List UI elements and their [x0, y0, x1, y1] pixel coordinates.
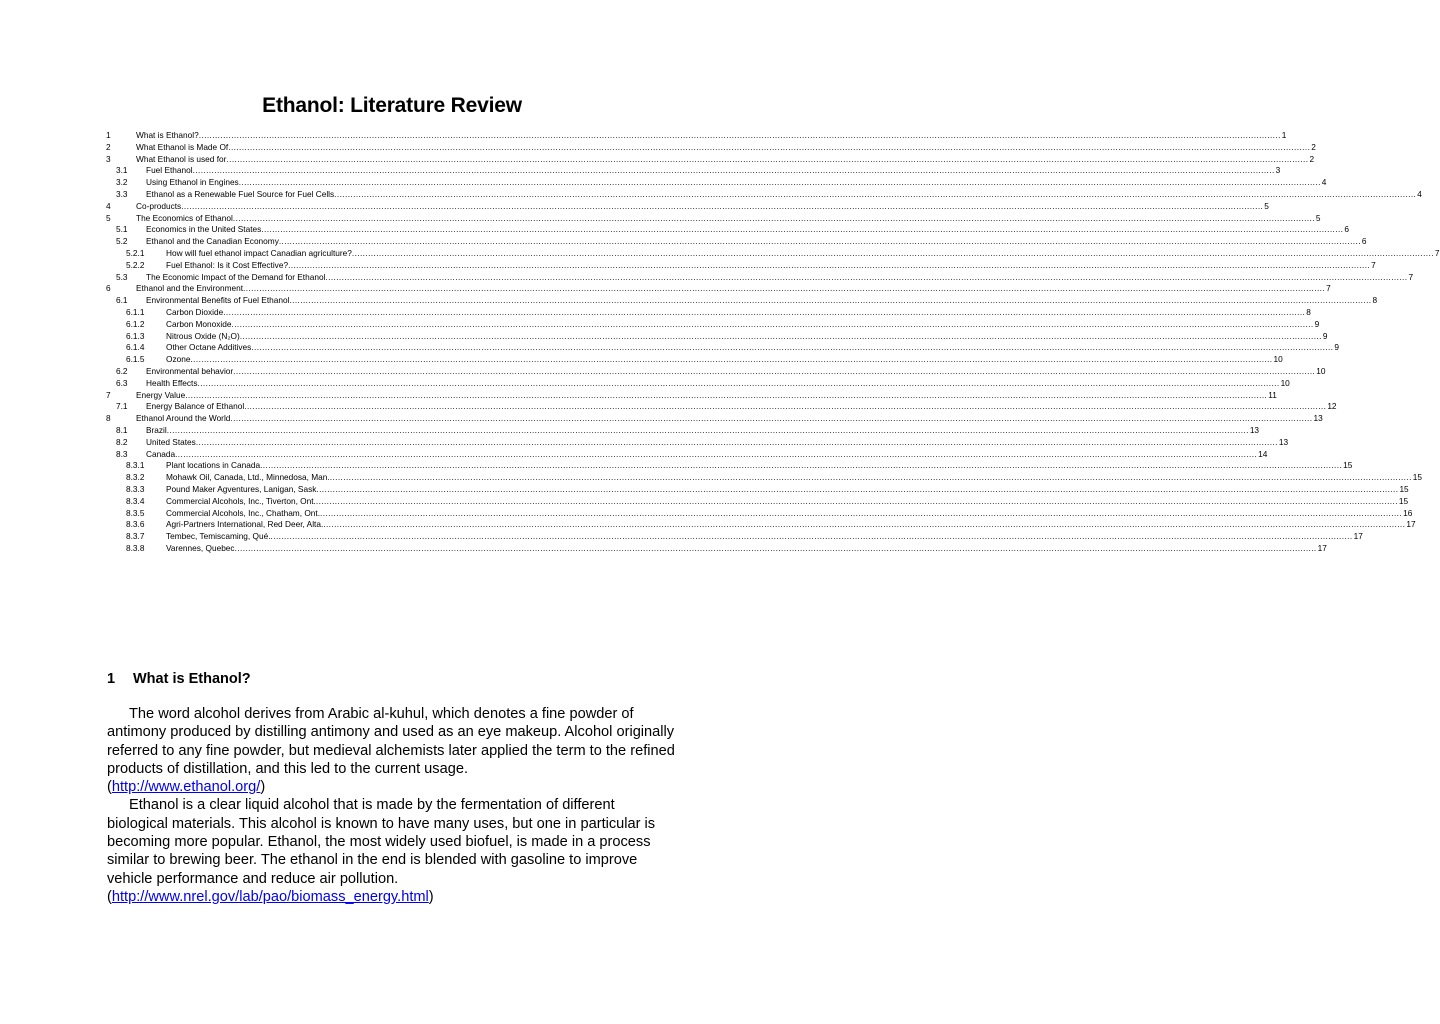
- toc-entry[interactable]: [106, 436, 1289, 449]
- toc-entry-number: 6.1: [116, 295, 128, 306]
- toc-entry-title: Ethanol and the Canadian Economy: [146, 236, 279, 247]
- toc-leader-dots: ................................................................................................................................................................................................................................................................................................................................................................................................................: [231, 318, 1314, 329]
- section-number: 1: [107, 671, 116, 687]
- toc-entry-number: 8.3: [116, 448, 128, 459]
- toc-leader-dots: ................................................................................................................................................................................................................................................................................................................................................................................................................: [325, 271, 1408, 282]
- toc-entry-number: 7: [106, 389, 111, 400]
- toc-entry-page: 15: [1399, 483, 1409, 494]
- toc-entry-title: Ozone: [166, 354, 191, 365]
- toc-entry-page: 10: [1273, 354, 1283, 365]
- toc-entry-number: 8: [106, 413, 111, 424]
- toc-entry-title: Commercial Alcohols, Inc., Chatham, Ont.: [166, 507, 321, 518]
- toc-leader-dots: ................................................................................................................................................................................................................................................................................................................................................................................................................: [192, 165, 1275, 176]
- toc-entry[interactable]: [106, 483, 1409, 496]
- toc-entry-title: United States: [146, 436, 196, 447]
- toc-entry[interactable]: [106, 413, 1323, 425]
- toc-entry[interactable]: [106, 448, 1268, 461]
- toc-entry-number: 8.3.4: [126, 495, 145, 506]
- toc-leader-dots: ................................................................................................................................................................................................................................................................................................................................................................................................................: [185, 389, 1268, 400]
- toc-entry-page: 10: [1316, 365, 1326, 376]
- toc-entry-number: 6.1.5: [126, 354, 145, 365]
- toc-leader-dots: ................................................................................................................................................................................................................................................................................................................................................................................................................: [226, 153, 1309, 164]
- toc-entry-number: 8.3.8: [126, 542, 145, 553]
- toc-entry-page: 3: [1275, 165, 1281, 176]
- toc-entry[interactable]: [106, 531, 1363, 543]
- toc-entry[interactable]: [106, 200, 1269, 213]
- toc-entry[interactable]: [106, 188, 1422, 201]
- toc-leader-dots: ................................................................................................................................................................................................................................................................................................................................................................................................................: [243, 283, 1326, 294]
- toc-entry-page: 11: [1268, 389, 1277, 400]
- toc-leader-dots: ................................................................................................................................................................................................................................................................................................................................................................................................................: [190, 354, 1273, 365]
- toc-entry-title: Energy Balance of Ethanol: [146, 401, 245, 412]
- toc-entry-title: Co-products: [136, 200, 182, 211]
- toc-entry-page: 15: [1343, 460, 1353, 471]
- toc-entry-number: 8.3.7: [126, 531, 145, 542]
- toc-entry-title: Nitrous Oxide (N₂O): [166, 330, 240, 341]
- toc-leader-dots: ................................................................................................................................................................................................................................................................................................................................................................................................................: [195, 436, 1278, 447]
- toc-entry-title: What Ethanol is used for: [136, 153, 227, 164]
- toc-entry-number: 3: [106, 153, 111, 164]
- toc-leader-dots: ................................................................................................................................................................................................................................................................................................................................................................................................................: [230, 413, 1313, 424]
- toc-entry-title: Agri-Partners International, Red Deer, Alta.: [166, 519, 324, 530]
- toc-entry-number: 1: [106, 130, 111, 140]
- paren-close: ): [428, 888, 434, 905]
- toc-entry[interactable]: [106, 460, 1353, 472]
- toc-entry-title: The Economics of Ethanol: [136, 212, 233, 223]
- paren-open: (: [107, 779, 112, 796]
- toc-entry[interactable]: [106, 354, 1283, 366]
- toc-entry-number: 8.3.2: [126, 472, 145, 483]
- toc-leader-dots: ................................................................................................................................................................................................................................................................................................................................................................................................................: [239, 330, 1322, 341]
- toc-entry-page: 15: [1398, 495, 1409, 506]
- toc-entry-page: 7: [1371, 259, 1376, 270]
- toc-entry[interactable]: [106, 377, 1290, 390]
- toc-entry-number: 5.2.2: [126, 259, 145, 270]
- toc-entry[interactable]: [106, 342, 1340, 354]
- toc-entry-page: 12: [1327, 401, 1337, 412]
- toc-leader-dots: ................................................................................................................................................................................................................................................................................................................................................................................................................: [223, 306, 1306, 317]
- toc-entry[interactable]: [106, 236, 1367, 248]
- toc-entry-title: Economics in the United States: [146, 224, 262, 235]
- toc-entry-title: Varennes, Quebec: [166, 542, 235, 553]
- section-title: What is Ethanol?: [133, 671, 251, 687]
- section-heading: [107, 671, 251, 687]
- toc-entry[interactable]: [106, 495, 1409, 508]
- toc-entry-page: 15: [1412, 472, 1423, 483]
- toc-entry-page: 2: [1309, 153, 1315, 164]
- toc-entry-number: 7.1: [116, 401, 128, 412]
- toc-entry-page: 13: [1249, 424, 1260, 435]
- toc-entry-title: What is Ethanol?: [136, 130, 199, 140]
- toc-leader-dots: ................................................................................................................................................................................................................................................................................................................................................................................................................: [316, 483, 1399, 494]
- toc-entry-number: 6: [106, 283, 111, 294]
- toc-entry-title: Canada: [146, 448, 176, 459]
- toc-leader-dots: ................................................................................................................................................................................................................................................................................................................................................................................................................: [251, 342, 1334, 353]
- toc-entry-number: 8.1: [116, 424, 128, 435]
- toc-entry-number: 6.1.1: [126, 306, 145, 317]
- toc-entry[interactable]: [106, 247, 1440, 260]
- toc-entry-title: Carbon Monoxide: [166, 318, 232, 329]
- toc-entry-title: What Ethanol is Made Of: [136, 141, 229, 152]
- toc-entry-page: 6: [1361, 236, 1367, 247]
- toc-entry-number: 8.3.1: [126, 460, 145, 471]
- toc-entry-title: Carbon Dioxide: [166, 306, 224, 317]
- paragraph: [107, 705, 677, 796]
- toc-leader-dots: ................................................................................................................................................................................................................................................................................................................................................................................................................: [244, 401, 1327, 412]
- toc-entry[interactable]: [106, 295, 1378, 307]
- toc-entry[interactable]: [106, 141, 1316, 154]
- toc-entry-page: 17: [1317, 542, 1327, 553]
- toc-entry[interactable]: [106, 507, 1413, 520]
- toc-entry-page: 1: [1281, 130, 1287, 140]
- toc-entry[interactable]: [106, 318, 1320, 331]
- toc-entry-title: Ethanol Around the World: [136, 413, 231, 424]
- paren-close: ): [260, 779, 266, 796]
- toc-entry-number: 8.3.5: [126, 507, 145, 518]
- toc-entry[interactable]: [106, 212, 1321, 225]
- toc-entry-number: 4: [106, 200, 111, 211]
- toc-entry-title: Ethanol as a Renewable Fuel Source for Fuel Cells: [146, 188, 335, 199]
- toc-entry-page: 7: [1434, 247, 1440, 258]
- toc-leader-dots: ................................................................................................................................................................................................................................................................................................................................................................................................................: [197, 377, 1280, 388]
- toc-leader-dots: ................................................................................................................................................................................................................................................................................................................................................................................................................: [270, 531, 1353, 542]
- toc-leader-dots: ................................................................................................................................................................................................................................................................................................................................................................................................................: [315, 495, 1398, 506]
- toc-leader-dots: ................................................................................................................................................................................................................................................................................................................................................................................................................: [261, 224, 1344, 235]
- toc-entry[interactable]: [106, 224, 1349, 236]
- toc-leader-dots: ................................................................................................................................................................................................................................................................................................................................................................................................................: [238, 177, 1321, 188]
- toc-entry-page: 14: [1258, 448, 1268, 459]
- toc-entry-title: Pound Maker Agventures, Lanigan, Sask: [166, 483, 317, 494]
- toc-entry-number: 5.1: [116, 224, 128, 235]
- toc-entry-number: 5: [106, 212, 111, 223]
- toc-entry-title: Tembec, Temiscaming, Qué.: [166, 531, 271, 542]
- toc-entry-title: Other Octane Additives: [166, 342, 252, 353]
- toc-entry[interactable]: [106, 389, 1277, 402]
- toc-leader-dots: ................................................................................................................................................................................................................................................................................................................................................................................................................: [233, 365, 1316, 376]
- toc-leader-dots: ................................................................................................................................................................................................................................................................................................................................................................................................................: [232, 212, 1315, 223]
- table-of-contents: [106, 130, 1440, 555]
- paren-open: (: [107, 888, 112, 905]
- toc-entry-page: 4: [1417, 188, 1422, 199]
- toc-leader-dots: ................................................................................................................................................................................................................................................................................................................................................................................................................: [198, 130, 1281, 140]
- toc-entry-page: 16: [1403, 507, 1413, 518]
- toc-entry-title: Using Ethanol in Engines: [146, 177, 239, 188]
- toc-entry-page: 13: [1278, 436, 1289, 447]
- toc-leader-dots: ................................................................................................................................................................................................................................................................................................................................................................................................................: [166, 424, 1249, 435]
- toc-entry-title: Commercial Alcohols, Inc., Tiverton, Ont.: [166, 495, 316, 506]
- nrel-link[interactable]: http://www.nrel.gov/lab/pao/biomass_energy.html: [111, 888, 429, 905]
- toc-entry-number: 6.1.2: [126, 318, 145, 329]
- toc-leader-dots: ................................................................................................................................................................................................................................................................................................................................................................................................................: [320, 507, 1403, 518]
- toc-entry-page: 9: [1334, 342, 1340, 353]
- toc-entry-page: 8: [1372, 295, 1378, 306]
- toc-entry-title: Plant locations in Canada: [166, 460, 261, 471]
- toc-entry-page: 17: [1353, 531, 1363, 542]
- paragraph-text: The word alcohol derives from Arabic al-kuhul, which denotes a fine powder of antimony produced by distilling antimony and used as an eye makeup. Alcohol originally referred to any fine powder, but medieval alchemists later applied the term to the refined products of distillation, and this led to the current usage.: [107, 706, 675, 777]
- toc-entry[interactable]: [106, 330, 1328, 343]
- toc-entry[interactable]: [106, 283, 1331, 295]
- toc-entry-number: 3.1: [116, 165, 128, 176]
- toc-entry-page: 5: [1264, 200, 1269, 211]
- paragraph-text: Ethanol is a clear liquid alcohol that is made by the fermentation of different biological materials. This alcohol is known to have many uses, but one in particular is becoming more popular. Ethanol, the most widely used biofuel, is made in a process similar to brewing beer. The ethanol in the end is blended with gasoline to improve vehicle performance and reduce air pollution.: [107, 797, 656, 887]
- toc-entry-number: 8.3.3: [126, 483, 145, 494]
- toc-leader-dots: ................................................................................................................................................................................................................................................................................................................................................................................................................: [334, 188, 1417, 199]
- toc-entry[interactable]: [106, 165, 1281, 177]
- toc-leader-dots: ................................................................................................................................................................................................................................................................................................................................................................................................................: [351, 247, 1434, 258]
- section-body: [107, 705, 677, 906]
- toc-entry-title: Fuel Ethanol: [146, 165, 193, 176]
- toc-entry-title: Environmental behavior: [146, 365, 234, 376]
- toc-entry[interactable]: [106, 472, 1423, 484]
- toc-entry-number: 3.2: [116, 177, 128, 188]
- toc-entry-page: 4: [1321, 177, 1327, 188]
- toc-entry-page: 9: [1314, 318, 1320, 329]
- toc-entry-page: 13: [1313, 413, 1323, 424]
- toc-entry-number: 5.2: [116, 236, 128, 247]
- toc-entry-number: 6.2: [116, 365, 128, 376]
- toc-entry-page: 7: [1408, 271, 1414, 282]
- toc-entry-title: Brazil: [146, 424, 167, 435]
- toc-entry-page: 8: [1306, 306, 1311, 317]
- toc-entry[interactable]: [106, 424, 1260, 437]
- toc-entry-number: 6.1.3: [126, 330, 145, 341]
- toc-leader-dots: ................................................................................................................................................................................................................................................................................................................................................................................................................: [323, 519, 1406, 530]
- toc-entry-title: How will fuel ethanol impact Canadian agriculture?: [166, 247, 352, 258]
- toc-entry[interactable]: [106, 177, 1327, 189]
- toc-entry-title: Mohawk Oil, Canada, Ltd., Minnedosa, Man.: [166, 472, 330, 483]
- toc-entry-number: 5.3: [116, 271, 128, 282]
- toc-entry-page: 9: [1322, 330, 1328, 341]
- toc-entry[interactable]: [106, 401, 1337, 413]
- toc-entry-number: 2: [106, 141, 111, 152]
- toc-entry-page: 17: [1406, 519, 1416, 530]
- toc-entry[interactable]: [106, 271, 1414, 284]
- toc-entry[interactable]: [106, 259, 1376, 272]
- toc-entry-title: Fuel Ethanol: Is it Cost Effective?: [166, 259, 289, 270]
- toc-entry[interactable]: [106, 130, 1287, 142]
- toc-entry-number: 6.1.4: [126, 342, 145, 353]
- toc-entry-title: Health Effects: [146, 377, 198, 388]
- document-title: Ethanol: Literature Review: [262, 94, 522, 117]
- ethanol-org-link[interactable]: http://www.ethanol.org/: [111, 779, 261, 796]
- toc-entry-page: 5: [1315, 212, 1321, 223]
- toc-leader-dots: ................................................................................................................................................................................................................................................................................................................................................................................................................: [234, 542, 1317, 553]
- toc-entry-title: Ethanol and the Environment: [136, 283, 244, 294]
- toc-entry-page: 10: [1280, 377, 1290, 388]
- toc-entry-number: 5.2.1: [126, 247, 145, 258]
- toc-leader-dots: ................................................................................................................................................................................................................................................................................................................................................................................................................: [329, 472, 1412, 483]
- toc-entry-page: 7: [1326, 283, 1331, 294]
- toc-leader-dots: ................................................................................................................................................................................................................................................................................................................................................................................................................: [288, 259, 1371, 270]
- toc-leader-dots: ................................................................................................................................................................................................................................................................................................................................................................................................................: [228, 141, 1311, 152]
- toc-entry-title: Energy Value: [136, 389, 186, 400]
- toc-entry-page: 2: [1311, 141, 1316, 152]
- toc-entry[interactable]: [106, 542, 1327, 555]
- toc-entry-number: 6.3: [116, 377, 128, 388]
- toc-entry-number: 8.2: [116, 436, 128, 447]
- toc-entry[interactable]: [106, 519, 1416, 531]
- toc-leader-dots: ................................................................................................................................................................................................................................................................................................................................................................................................................: [260, 460, 1343, 471]
- toc-entry[interactable]: [106, 153, 1315, 166]
- toc-entry-title: The Economic Impact of the Demand for Ethanol: [146, 271, 326, 282]
- toc-entry-title: Environmental Benefits of Fuel Ethanol: [146, 295, 290, 306]
- toc-entry[interactable]: [106, 306, 1311, 319]
- toc-entry-number: 3.3: [116, 188, 128, 199]
- toc-leader-dots: ................................................................................................................................................................................................................................................................................................................................................................................................................: [289, 295, 1372, 306]
- toc-leader-dots: ................................................................................................................................................................................................................................................................................................................................................................................................................: [175, 448, 1258, 459]
- toc-entry-number: 8.3.6: [126, 519, 145, 530]
- paragraph: [107, 796, 677, 906]
- toc-entry[interactable]: [106, 365, 1326, 378]
- toc-entry-page: 6: [1344, 224, 1349, 235]
- toc-leader-dots: ................................................................................................................................................................................................................................................................................................................................................................................................................: [278, 236, 1361, 247]
- toc-leader-dots: ................................................................................................................................................................................................................................................................................................................................................................................................................: [181, 200, 1264, 211]
